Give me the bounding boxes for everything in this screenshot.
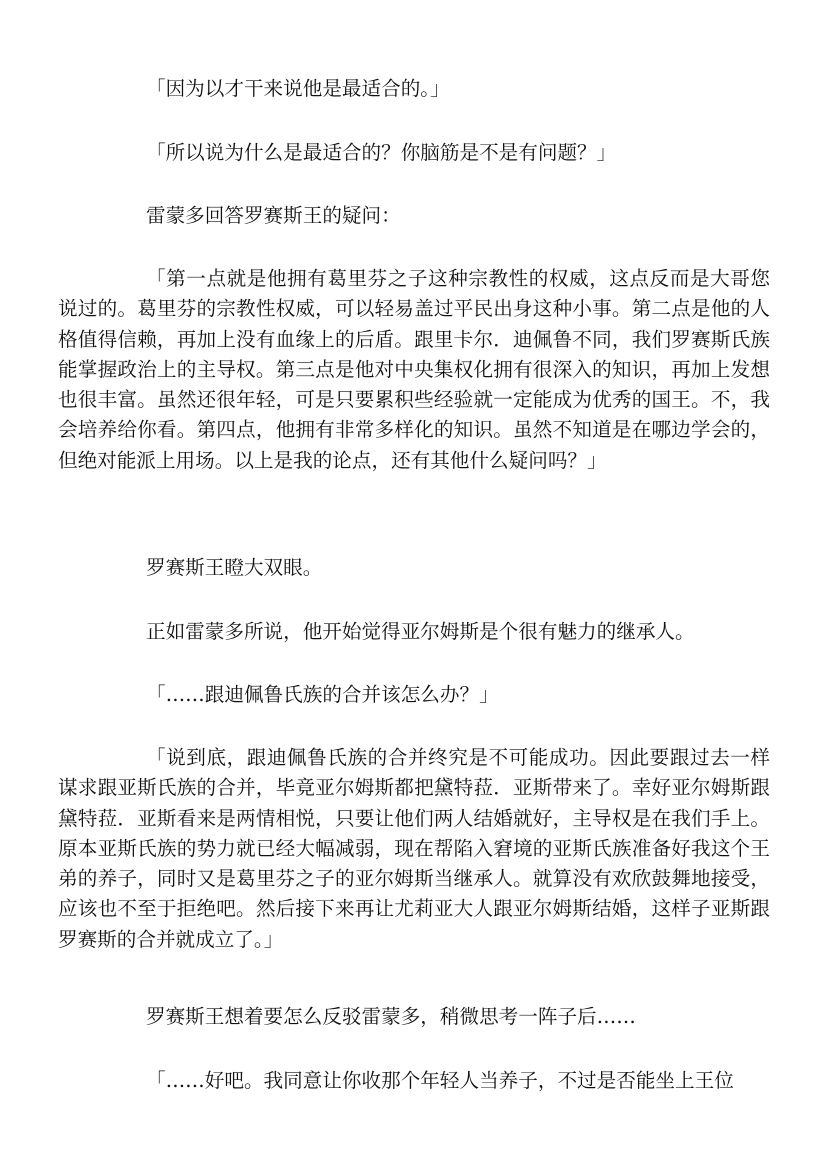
paragraph-2: 「所以说为什么是最适合的？你脑筋是不是有问题？」 [146, 141, 617, 164]
paragraph-6: 正如雷蒙多所说，他开始觉得亚尔姆斯是个很有魅力的继承人。 [146, 620, 695, 643]
paragraph-5: 罗赛斯王瞪大双眼。 [146, 556, 323, 579]
paragraph-10: 「……好吧。我同意让你收那个年轻人当养子，不过是否能坐上王位 [146, 1069, 734, 1092]
paragraph-8: 「说到底，跟迪佩鲁氏族的合并终究是不可能成功。因此要跟过去一样谋求跟亚斯氏族的合并，毕竟亚尔姆斯都把黛特菈．亚斯带来了。幸好亚尔姆斯跟黛特菈．亚斯看来是两情相悦，只要让他们两人结婚就好，主导权是在我们手上。原本亚斯氏族的势力就已经大幅减弱，现在帮陷入窘境的亚斯氏族准备好我这个王弟的养子，同时又是葛里芬之子的亚尔姆斯当继承人。就算没有欢欣鼓舞地接受，应该也不至于拒绝吧。然后接下来再让尤莉亚大人跟亚尔姆斯结婚，这样子亚斯跟罗赛斯的合并就成立了。」 [58, 746, 770, 951]
paragraph-9: 罗赛斯王想着要怎么反驳雷蒙多，稍微思考一阵子后…… [146, 1005, 636, 1028]
paragraph-7: 「……跟迪佩鲁氏族的合并该怎么办？」 [146, 683, 499, 706]
paragraph-3: 雷蒙多回答罗赛斯王的疑问： [146, 204, 401, 227]
paragraph-1: 「因为以才干来说他是最适合的。」 [146, 77, 450, 100]
paragraph-4: 「第一点就是他拥有葛里芬之子这种宗教性的权威，这点反而是大哥您说过的。葛里芬的宗教性权威，可以轻易盖过平民出身这种小事。第二点是他的人格值得信赖，再加上没有血缘上的后盾。跟里卡尔．迪佩鲁不同，我们罗赛斯氏族能掌握政治上的主导权。第三点是他对中央集权化拥有很深入的知识，再加上发想也很丰富。虽然还很年轻，可是只要累积些经验就一定能成为优秀的国王。不，我会培养给你看。第四点，他拥有非常多样化的知识。虽然不知道是在哪边学会的，但绝对能派上用场。以上是我的论点，还有其他什么疑问吗？」 [58, 267, 770, 472]
